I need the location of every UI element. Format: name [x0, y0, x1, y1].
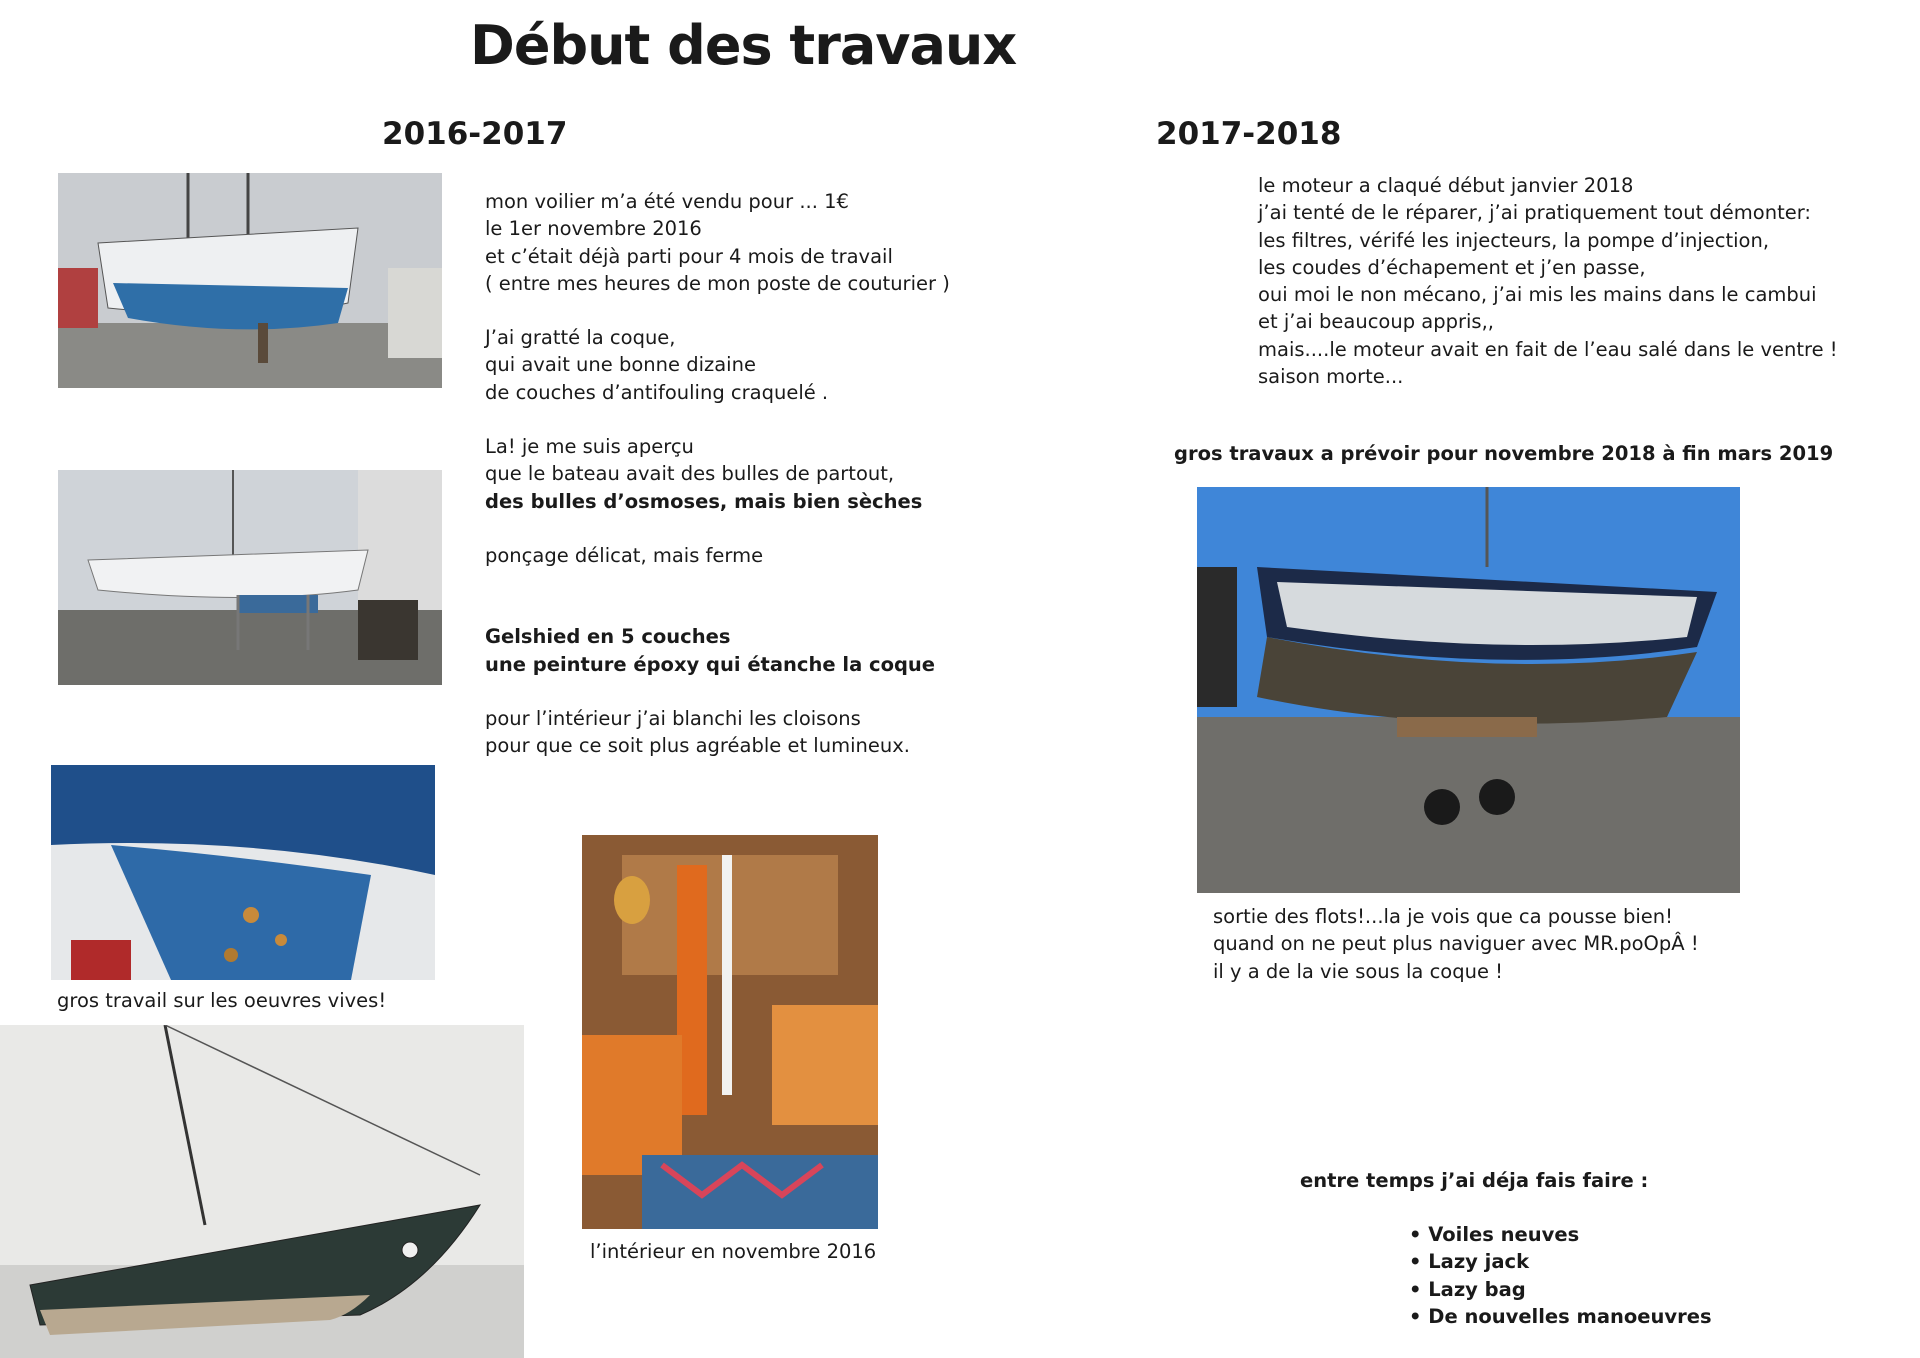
year-heading-right: 2017-2018 [1156, 116, 1342, 152]
boat-caption: sortie des flots!...la je vois que ca pousse bien! quand on ne peut plus naviguer avec MR.poOpÂ ! il y a de la vie sous la coque ! [1213, 905, 1699, 983]
boat-out-of-water-photo [1197, 487, 1740, 893]
intro-paragraph: mon voilier m’a été vendu pour ... 1€ le 1er novembre 2016 et c’était déjà parti pour 4 mois de travail ( entre mes heures de mon poste de couturier ) J’ai gratté la coque, qui avait une bonne dizaine de couches d’antifouling craquelé . La! je me suis aperçu que le bateau avait des bulles de partout, des bulles d’osmoses, mais bien sèches ponçage délicat, mais ferme Gelshied en 5 couches une peinture époxy qui étanche la coque pour l’intérieur j’ai blanchi les cloisons pour que ce soit plus agréable et lumineux. [485, 190, 950, 758]
works-heading: gros travaux a prévoir pour novembre 2018 à fin mars 2019 [1174, 442, 1834, 465]
boat-in-yard-photo [58, 470, 442, 685]
interior-photo [582, 835, 878, 1229]
hull-caption: gros travail sur les oeuvres vives! [57, 989, 387, 1012]
list-item: • Lazy bag [1409, 1277, 1526, 1301]
hull-closeup-photo [51, 765, 435, 980]
engine-paragraph: le moteur a claqué début janvier 2018 j’ai tenté de le réparer, j’ai pratiquement tout démonter: les filtres, vérifé les injecteurs, la pompe d’injection, les coudes d’échapement et j’en passe, oui moi le non mécano, j’ai mis les mains dans le cambui et j’ai beaucoup appris,, mais....le moteur avait en fait de l’eau salé dans le ventre ! saison morte... [1258, 174, 1838, 389]
list-title: entre temps j’ai déja fais faire : [1300, 1169, 1649, 1192]
page-title: Début des travaux [470, 14, 1017, 77]
year-heading-left: 2016-2017 [382, 116, 568, 152]
boat-drawing [0, 1025, 524, 1358]
done-list [1409, 1221, 1712, 1330]
list-item: • Lazy jack [1409, 1250, 1530, 1274]
list-item: • De nouvelles manoeuvres [1409, 1304, 1712, 1328]
boat-on-cradle-photo [58, 173, 442, 388]
list-item: • Voiles neuves [1409, 1223, 1580, 1246]
interior-caption: l’intérieur en novembre 2016 [590, 1240, 877, 1263]
